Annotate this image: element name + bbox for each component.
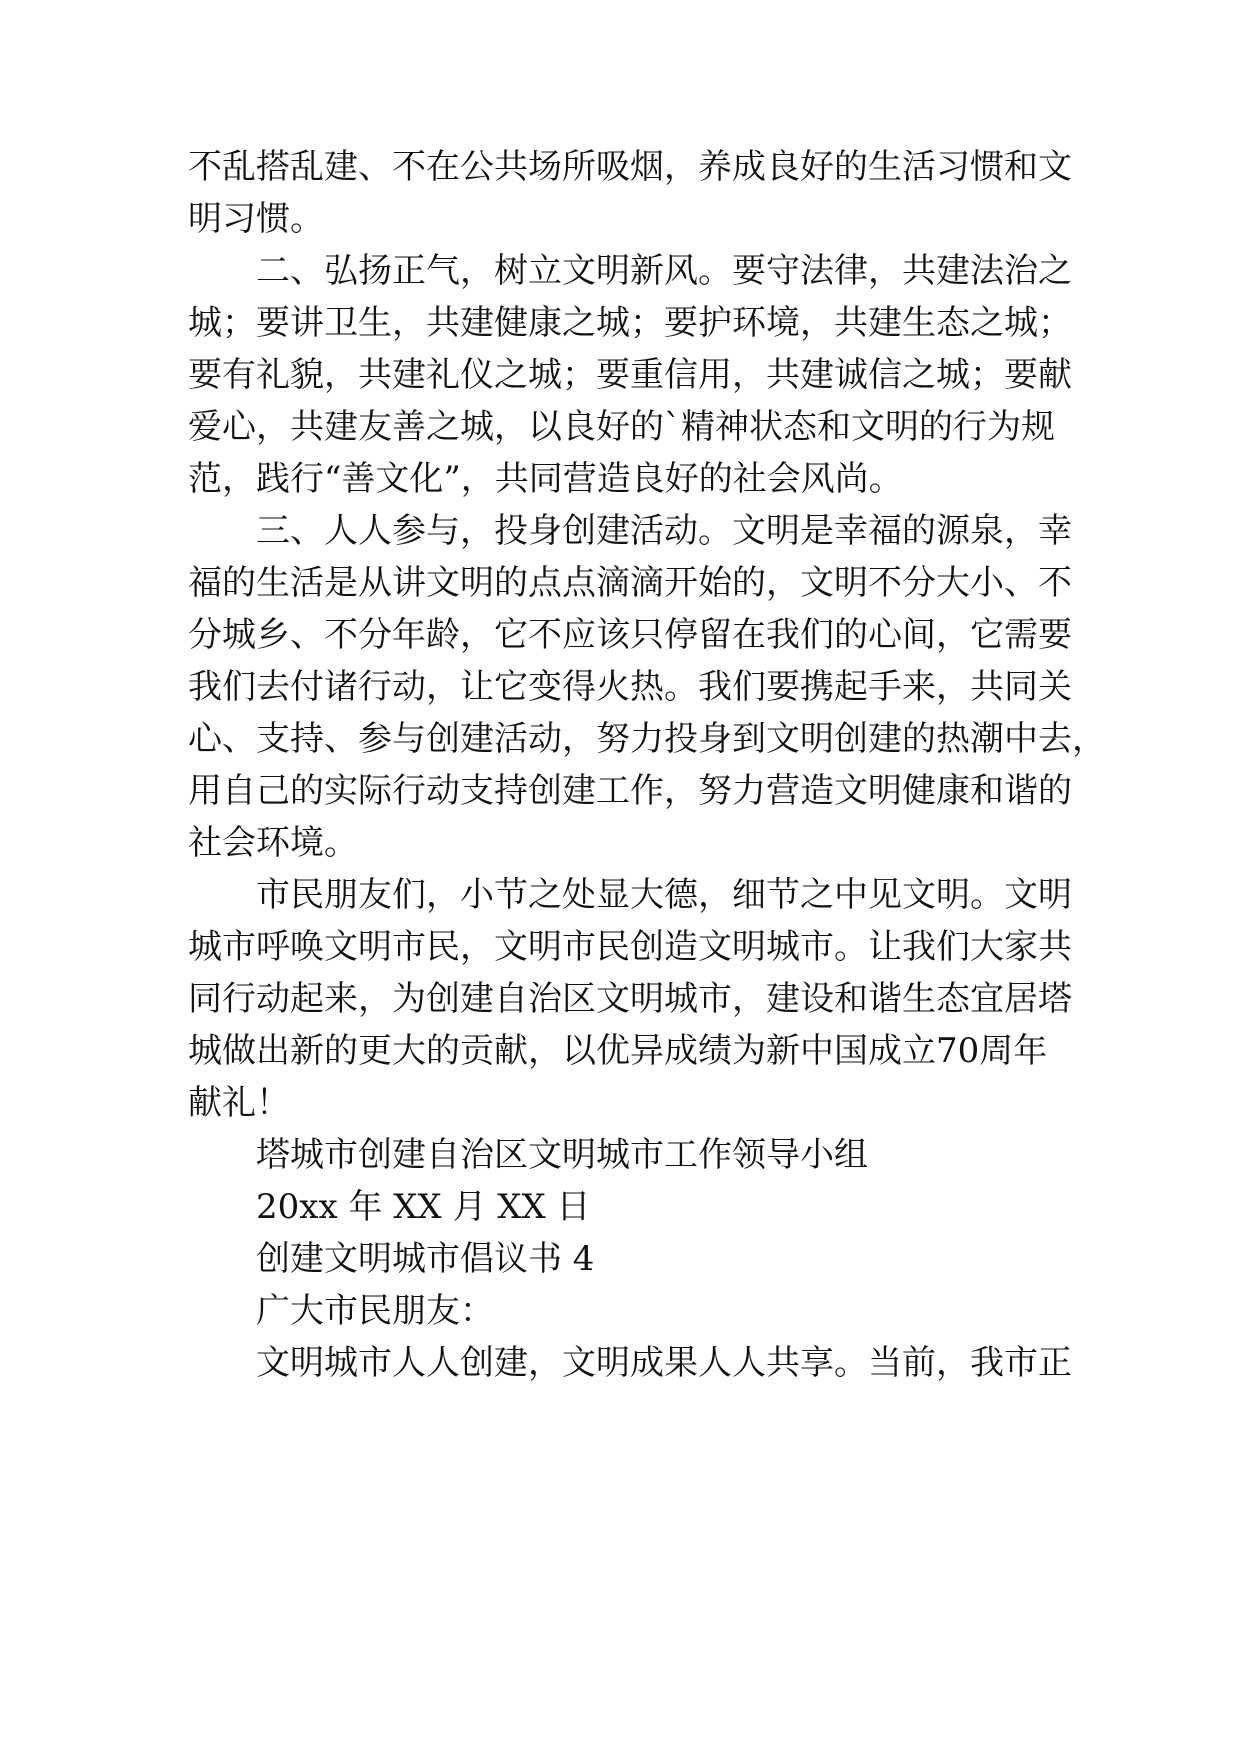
signature-date: 20xx 年 XX 月 XX 日 bbox=[256, 1187, 591, 1227]
paragraph-start-line: 二、弘扬正气，树立文明新风。要守法律，共建法治之 bbox=[256, 251, 1072, 291]
signature-organization: 塔城市创建自治区文明城市工作领导小组 bbox=[256, 1135, 868, 1175]
body-text-line: 明习惯。 bbox=[188, 199, 324, 239]
body-text-line: 社会环境。 bbox=[188, 823, 358, 863]
section-heading: 创建文明城市倡议书 4 bbox=[256, 1239, 595, 1279]
paragraph-start-line: 三、人人参与，投身创建活动。文明是幸福的源泉，幸 bbox=[256, 511, 1072, 551]
body-text-line: 城市呼唤文明市民，文明市民创造文明城市。让我们大家共 bbox=[188, 927, 1072, 967]
body-text-line: 城；要讲卫生，共建健康之城；要护环境，共建生态之城； bbox=[188, 303, 1072, 343]
body-text-line: 范，践行“善文化”，共同营造良好的社会风尚。 bbox=[188, 459, 903, 499]
body-text-line: 要有礼貌，共建礼仪之城；要重信用，共建诚信之城；要献 bbox=[188, 355, 1072, 395]
paragraph-start-line: 市民朋友们，小节之处显大德，细节之中见文明。文明 bbox=[256, 875, 1072, 915]
body-text-line: 献礼！ bbox=[188, 1083, 290, 1123]
body-text-line: 我们去付诸行动，让它变得火热。我们要携起手来，共同关 bbox=[188, 667, 1072, 707]
body-text-line: 福的生活是从讲文明的点点滴滴开始的，文明不分大小、不 bbox=[188, 563, 1072, 603]
body-text-line: 心、支持、参与创建活动，努力投身到文明创建的热潮中去， bbox=[188, 719, 1106, 759]
body-text-line: 同行动起来，为创建自治区文明城市，建设和谐生态宜居塔 bbox=[188, 979, 1072, 1019]
body-text-line: 用自己的实际行动支持创建工作，努力营造文明健康和谐的 bbox=[188, 771, 1072, 811]
salutation: 广大市民朋友： bbox=[256, 1291, 494, 1331]
body-text-line: 分城乡、不分年龄，它不应该只停留在我们的心间，它需要 bbox=[188, 615, 1072, 655]
body-text-line: 爱心，共建友善之城，以良好的`精神状态和文明的行为规 bbox=[188, 407, 1055, 447]
paragraph-start-line: 文明城市人人创建，文明成果人人共享。当前，我市正 bbox=[256, 1343, 1072, 1383]
body-text-line: 城做出新的更大的贡献，以优异成绩为新中国成立70周年 bbox=[188, 1031, 1048, 1071]
body-text-line: 不乱搭乱建、不在公共场所吸烟，养成良好的生活习惯和文 bbox=[188, 147, 1072, 187]
